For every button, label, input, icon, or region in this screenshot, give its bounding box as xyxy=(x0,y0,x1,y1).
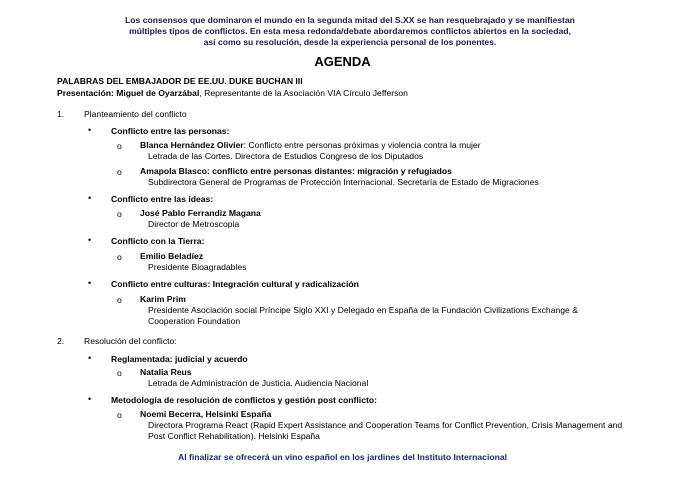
intro-line: Los consensos que dominaron el mundo en la segunda mitad del S.XX se han resquebrajado y se manifiestan xyxy=(125,15,575,25)
circle-bullet-icon: o xyxy=(117,368,122,378)
section-title: Planteamiento del conflicto xyxy=(84,109,187,119)
bullet-icon: • xyxy=(88,125,92,135)
circle-bullet-icon: o xyxy=(117,410,122,420)
speaker-role: Director de Metroscopia xyxy=(148,219,240,229)
speaker-name: Amapola Blasco xyxy=(140,166,207,176)
presenter-role: , Representante de la Asociación VIA Círculo Jefferson xyxy=(199,88,408,98)
presenter-name: Miguel de Oyarzábal xyxy=(116,88,200,98)
bullet-label: Metodología de resolución de conflictos y gestión post conflicto: xyxy=(111,395,377,405)
speaker-role: Directora Programa React (Rapid Expert Assistance and Cooperation Teams for Conflict Prevention, Crisis Management and xyxy=(148,420,623,430)
agenda-title: AGENDA xyxy=(314,54,371,69)
section-title: Resolución del conflicto: xyxy=(84,336,177,346)
bullet-icon: • xyxy=(88,353,92,363)
bullet-label: Reglamentada: judicial y acuerdo xyxy=(111,354,248,364)
speaker-role: Post Conflict Rehabilitation). Helsinki España xyxy=(148,431,320,441)
bullet-label: Conflicto entre las ideas: xyxy=(111,194,214,204)
presentation-label: Presentación: xyxy=(57,88,114,98)
intro-line: múltiples tipos de conflictos. En esta mesa redonda/debate abordaremos conflictos abiertos en la sociedad, xyxy=(129,26,571,36)
speaker-role: Presidente Asociación social Príncipe Siglo XXI y Delegado en España de la Fundación Civilizations Exchange & xyxy=(148,305,578,315)
opening-heading: PALABRAS DEL EMBAJADOR DE EE.UU. DUKE BUCHAN III xyxy=(57,76,303,86)
speaker-role: Letrada de las Cortes. Directora de Estudios Congreso de los Diputados xyxy=(148,151,424,161)
intro-paragraph xyxy=(60,15,640,48)
speaker-entry xyxy=(140,140,481,151)
speaker-name: Emilio Beladíez xyxy=(140,251,204,261)
speaker-name: Karim Prim xyxy=(140,294,186,304)
speaker-name: Noemi Becerra, Helsinki España xyxy=(140,409,272,419)
section-number: 1. xyxy=(57,109,65,119)
bullet-label: Conflicto entre las personas: xyxy=(111,126,230,136)
circle-bullet-icon: o xyxy=(117,252,122,262)
speaker-role: Presidente Bioagradables xyxy=(148,262,247,272)
opening-presentation xyxy=(57,88,408,99)
bullet-icon: • xyxy=(88,193,92,203)
bullet-icon: • xyxy=(88,235,92,245)
closing-note: Al finalizar se ofrecerá un vino español en los jardines del Instituto Internacional xyxy=(177,452,508,462)
bullet-label: Conflicto entre culturas: Integración cultural y radicalización xyxy=(111,279,359,289)
speaker-name: José Pablo Ferrandiz Magana xyxy=(140,208,261,218)
bullet-icon: • xyxy=(88,394,92,404)
speaker-role: Cooperation Foundation xyxy=(148,316,241,326)
circle-bullet-icon: o xyxy=(117,209,122,219)
speaker-role: Letrada de Administración de Justicia. Audiencia Nacional xyxy=(148,378,369,388)
circle-bullet-icon: o xyxy=(117,295,122,305)
speaker-topic: : conflicto entre personas distantes: migración y refugiados xyxy=(206,166,452,176)
bullet-icon: • xyxy=(88,278,92,288)
circle-bullet-icon: o xyxy=(117,167,122,177)
speaker-role: Subdirectora General de Programas de Protección Internacional. Secretaría de Estado de Migraciones xyxy=(148,177,539,187)
bullet-label: Conflicto con la Tierra: xyxy=(111,236,205,246)
section-number: 2. xyxy=(57,336,65,346)
circle-bullet-icon: o xyxy=(117,141,122,151)
speaker-topic: : Conflicto entre personas próximas y violencia contra la mujer xyxy=(243,140,481,150)
speaker-name: Natalia Reus xyxy=(140,367,192,377)
intro-line: así como su resolución, desde la experiencia personal de los ponentes. xyxy=(203,37,497,47)
speaker-name: Blanca Hernández Olivier xyxy=(140,140,244,150)
speaker-entry xyxy=(140,166,452,177)
